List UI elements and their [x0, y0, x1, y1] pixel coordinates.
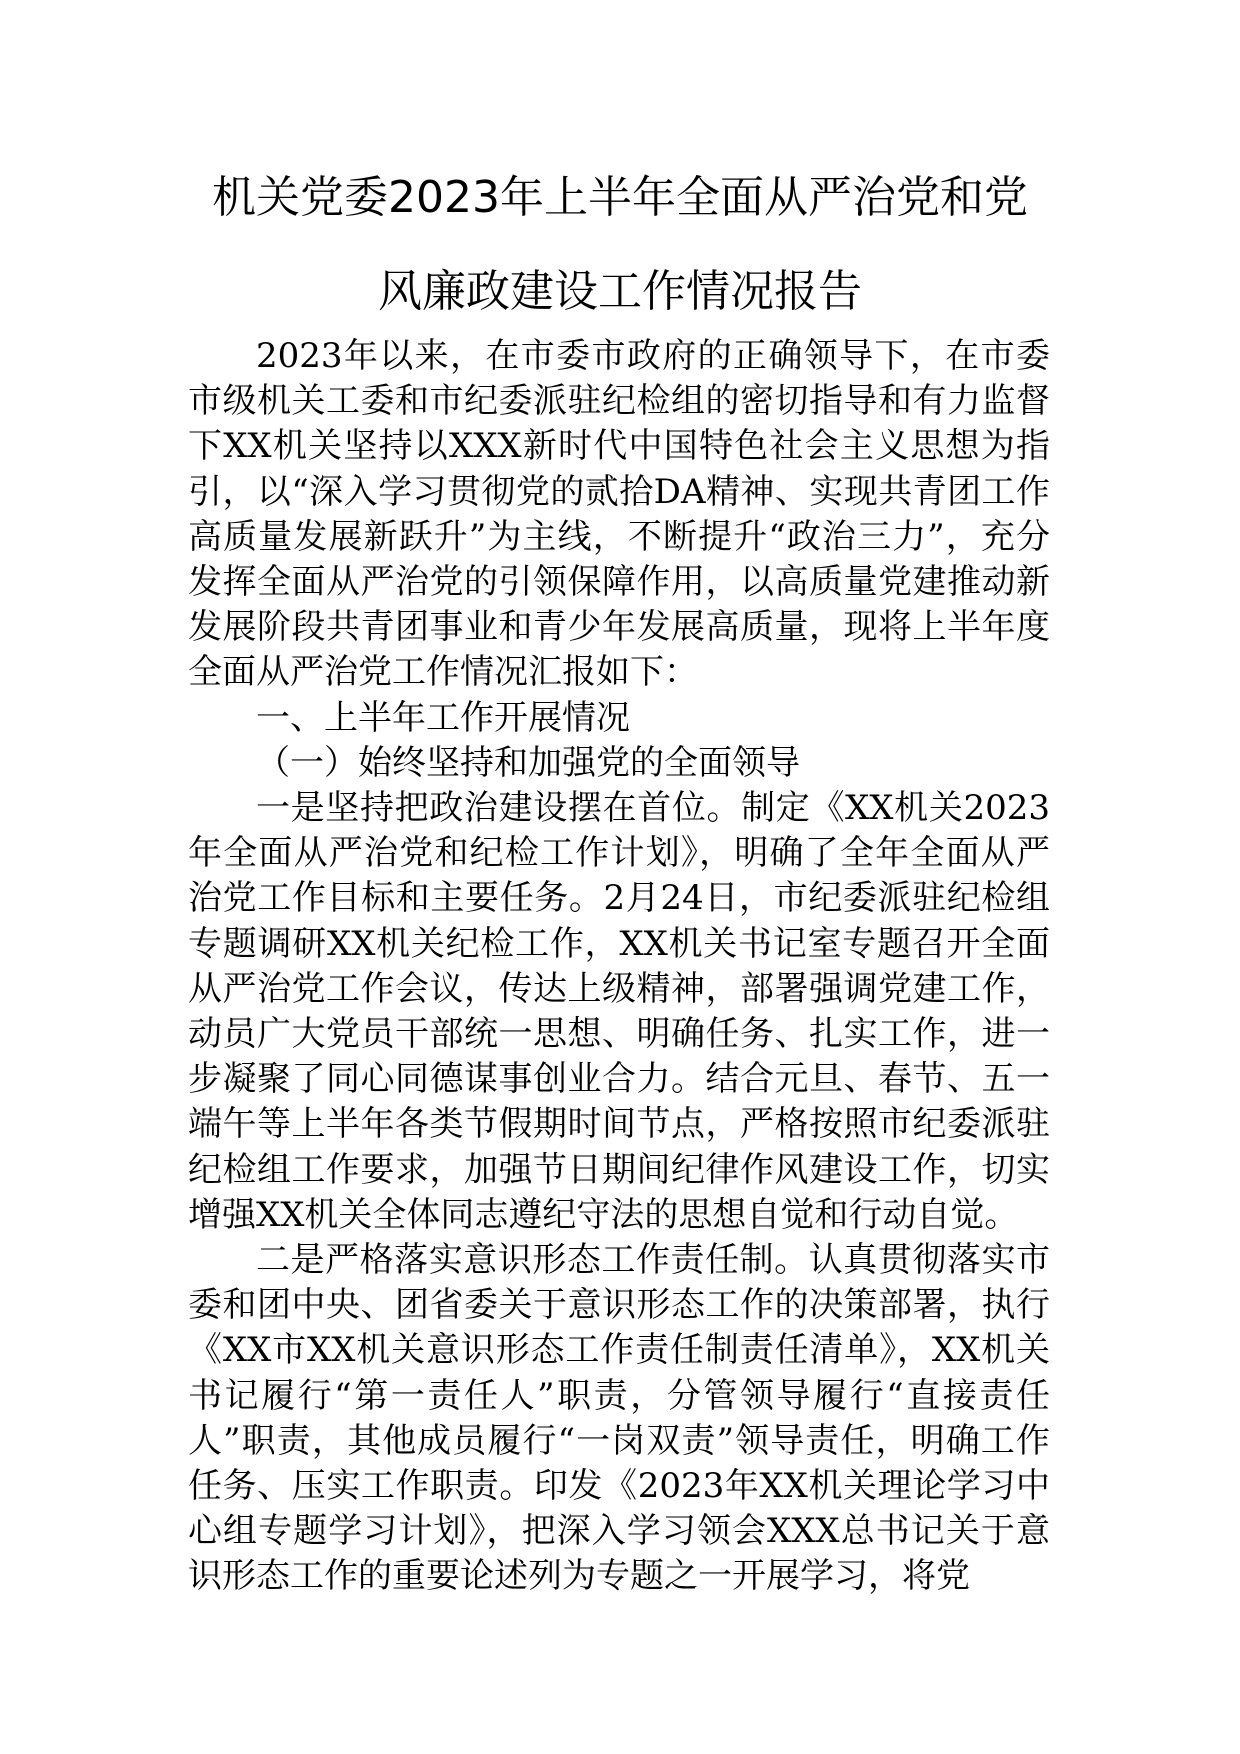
body-paragraph: 一是坚持把政治建设摆在首位。制定《XX机关2023年全面从严治党和纪检工作计划》，明确了全年全面从严治党工作目标和主要任务。2月24日，市纪委派驻纪检组专题调研XX机关纪检工作，XX机关书记室专题召开全面从严治党工作会议，传达上级精神，部署强调党建工作，动员广大党员干部统一思想、明确任务、扎实工作，进一步凝聚了同心同德谋事创业合力。结合元旦、春节、五一端午等上半年各类节假期时间节点，严格按照市纪委派驻纪检组工作要求，加强节日期间纪律作风建设工作，切实增强XX机关全体同志遵纪守法的思想自觉和行动自觉。	[188, 788, 1050, 1235]
title-line-1: 机关党委2023年上半年全面从严治党和党	[212, 172, 1028, 223]
subsection-heading: （一）始终坚持和加强党的全面领导	[256, 742, 800, 783]
section-heading: 一、上半年工作开展情况	[256, 697, 630, 738]
intro-paragraph: 2023年以来，在市委市政府的正确领导下，在市委市级机关工委和市纪委派驻纪检组的密切指导和有力监督下XX机关坚持以XXX新时代中国特色社会主义思想为指引，以“深入学习贯彻党的贰拾DA精神、实现共青团工作高质量发展新跃升”为主线，不断提升“政治三力”，充分发挥全面从严治党的引领保障作用，以高质量党建推动新发展阶段共青团事业和青少年发展高质量，现将上半年度全面从严治党工作情况汇报如下：	[188, 336, 1050, 693]
document-body	[188, 334, 1050, 1600]
title-line-2: 风廉政建设工作情况报告	[378, 266, 862, 317]
body-paragraph: 二是严格落实意识形态工作责任制。认真贯彻落实市委和团中央、团省委关于意识形态工作的决策部署，执行《XX市XX机关意识形态工作责任制责任清单》，XX机关书记履行“第一责任人”职责，分管领导履行“直接责任人”职责，其他成员履行“一岗双责”领导责任，明确工作任务、压实工作职责。印发《2023年XX机关理论学习中心组专题学习计划》，把深入学习领会XXX总书记关于意识形态工作的重要论述列为专题之一开展学习，将党	[188, 1240, 1050, 1597]
